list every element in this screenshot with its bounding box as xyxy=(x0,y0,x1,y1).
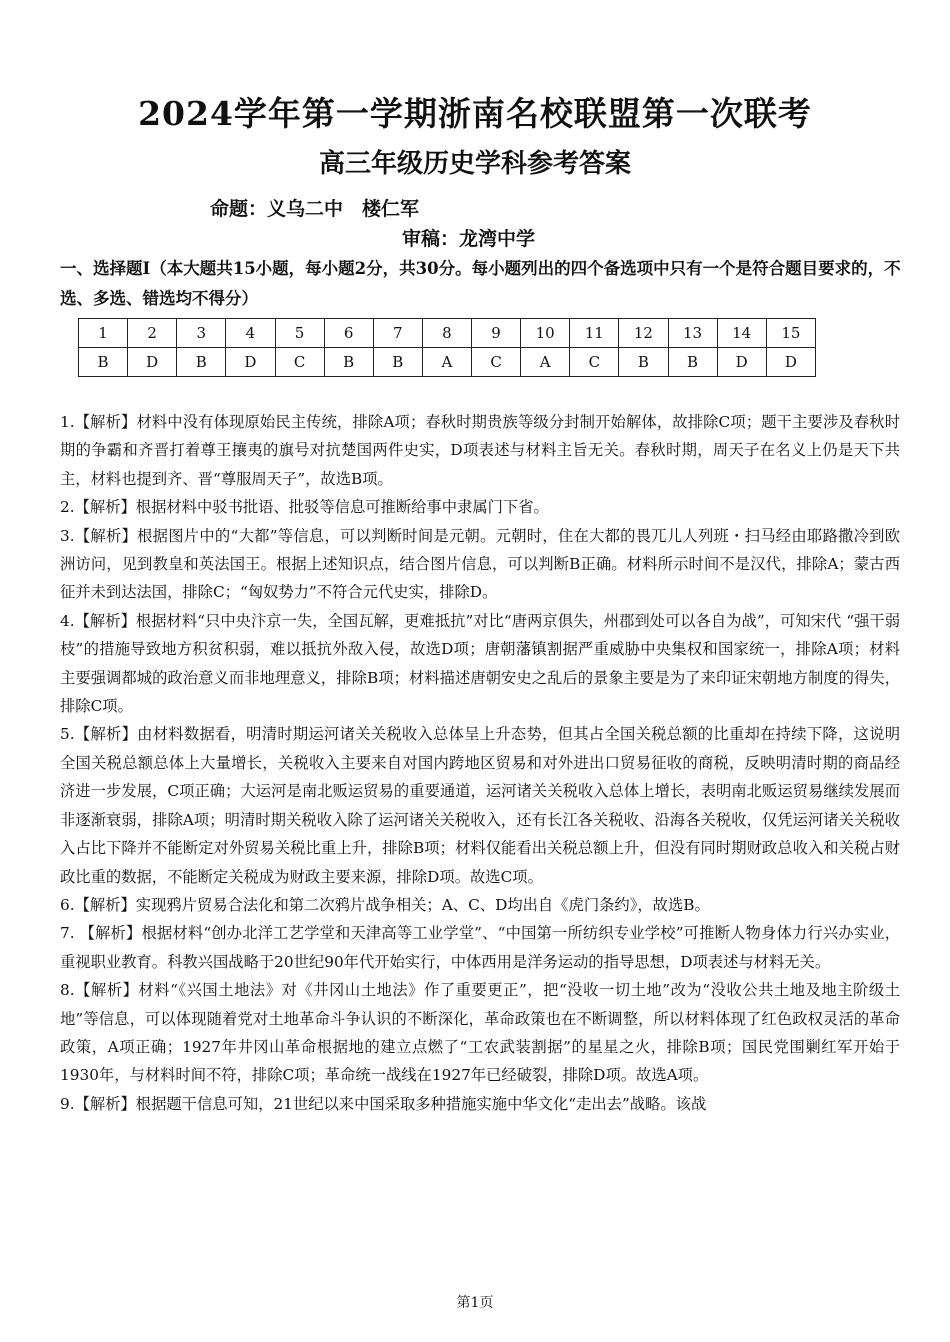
analysis-section xyxy=(60,408,900,1118)
reviewer-line: 审稿：龙湾中学 xyxy=(402,228,536,250)
answer-cell: B xyxy=(668,348,717,377)
analysis-paragraph: 8.【解析】材料“《兴国土地法》对《井冈山土地法》作了重要更正”，把“没收一切土地”改为“没收公共土地及地主阶级土地”等信息，可以体现随着党对土地革命斗争认识的不断深化，革命政策也在不断调整，所以材料体现了红色政权灵活的革命政策，A项正确；1927年井冈山革命根据地的建立点燃了“工农武装割据”的星星之火，排除B项；国民党围剿红军开始于1930年，与材料时间不符，排除C项；革命统一战线在1927年已经破裂，排除D项。故选A项。 xyxy=(60,981,900,1085)
section-heading: 一、选择题Ⅰ（本大题共15小题，每小题2分，共30分。每小题列出的四个备选项中只有一个是符合题目要求的，不选、多选、错选均不得分） xyxy=(60,259,901,308)
question-number: 14 xyxy=(717,319,766,348)
question-number: 8 xyxy=(422,319,471,348)
answer-cell: B xyxy=(177,348,226,377)
question-number: 4 xyxy=(226,319,275,348)
answer-cell: D xyxy=(128,348,177,377)
document-subtitle: 高三年级历史学科参考答案 xyxy=(318,149,631,179)
answer-table-number-row xyxy=(79,319,816,348)
question-number: 3 xyxy=(177,319,226,348)
question-number: 11 xyxy=(570,319,619,348)
question-number: 5 xyxy=(275,319,324,348)
answer-table xyxy=(78,318,816,377)
question-number: 1 xyxy=(79,319,128,348)
analysis-paragraph: 3.【解析】根据图片中的“大都”等信息，可以判断时间是元朝。元朝时，住在大都的畏兀儿人列班・扫马经由耶路撒冷到欧洲访问，见到教皇和英法国王。根据上述知识点，结合图片信息，可以判断B正确。材料所示时间不是汉代，排除A；蒙古西征并未到达法国，排除C；“匈奴势力”不符合元代史实，排除D。 xyxy=(60,526,900,602)
document-title: 2024学年第一学期浙南名校联盟第一次联考 xyxy=(138,94,812,133)
answer-cell: D xyxy=(717,348,766,377)
question-number: 10 xyxy=(521,319,570,348)
author-line: 命题：义乌二中 楼仁军 xyxy=(210,198,420,220)
answer-cell: B xyxy=(79,348,128,377)
answer-cell: C xyxy=(472,348,521,377)
analysis-paragraph: 6.【解析】实现鸦片贸易合法化和第二次鸦片战争相关；A、C、D均出自《虎门条约》，故选B。 xyxy=(60,895,710,914)
analysis-paragraph: 4.【解析】根据材料“只中央汴京一失，全国瓦解，更难抵抗”对比“唐两京俱失，州郡到处可以各自为战”，可知宋代 “强干弱枝”的措施导致地方积贫积弱，难以抵抗外敌入侵，故选D项；唐朝藩镇割据严重威胁中央集权和国家统一，排除A项；材料主要强调都城的政治意义而非地理意义，排除B项；材料描述唐朝安史之乱后的景象主要是为了来印证宋朝地方制度的得失，排除C项。 xyxy=(60,611,900,716)
question-number: 9 xyxy=(472,319,521,348)
question-number: 12 xyxy=(619,319,668,348)
question-number: 13 xyxy=(668,319,717,348)
question-number: 2 xyxy=(128,319,177,348)
question-number: 15 xyxy=(766,319,815,348)
analysis-paragraph: 9.【解析】根据题干信息可知，21世纪以来中国采取多种措施实施中华文化“走出去”战略。该战 xyxy=(60,1094,707,1113)
answer-cell: A xyxy=(521,348,570,377)
analysis-paragraph: 7. 【解析】根据材料“创办北洋工艺学堂和天津高等工业学堂”、“中国第一所纺织专业学校”可推断人物身体力行兴办实业，重视职业教育。科教兴国战略于20世纪90年代开始实行，中体西用是洋务运动的指导思想，D项表述与材料无关。 xyxy=(60,924,900,971)
analysis-paragraph: 5.【解析】由材料数据看，明清时期运河诸关关税收入总体呈上升态势，但其占全国关税总额的比重却在持续下降，这说明全国关税总额总体上大量增长，关税收入主要来自对国内跨地区贸易和对外进出口贸易征收的商税，反映明清时期的商品经济进一步发展，C项正确；大运河是南北贩运贸易的重要通道，运河诸关关税收入总体上增长，表明南北贩运贸易继续发展而非逐渐衰弱，排除A项；明清时期关税收入除了运河诸关关税收入，还有长江各关税收、沿海各关税收，仅凭运河诸关关税收入占比下降并不能断定对外贸易关税比重上升，排除B项；材料仅能看出关税总额上升，但没有同时期财政总收入和关税占财政比重的数据，不能断定关税成为财政主要来源，排除D项。故选C项。 xyxy=(60,725,900,886)
answer-cell: C xyxy=(570,348,619,377)
answer-cell: A xyxy=(422,348,471,377)
question-number: 7 xyxy=(373,319,422,348)
analysis-paragraph: 2.【解析】根据材料中驳书批语、批驳等信息可推断给事中隶属门下省。 xyxy=(60,498,549,517)
answer-cell: C xyxy=(275,348,324,377)
answer-cell: D xyxy=(226,348,275,377)
answer-cell: D xyxy=(766,348,815,377)
answer-table-answer-row xyxy=(79,348,816,377)
analysis-paragraph: 1.【解析】材料中没有体现原始民主传统，排除A项；春秋时期贵族等级分封制开始解体，故排除C项；题干主要涉及春秋时期的争霸和齐晋打着尊王攘夷的旗号对抗楚国两件史实，D项表述与材料主旨无关。春秋时期，周天子在名义上仍是天下共主，材料也提到齐、晋“尊服周天子”，故选B项。 xyxy=(60,413,900,488)
answer-cell: B xyxy=(373,348,422,377)
answer-cell: B xyxy=(324,348,373,377)
answer-cell: B xyxy=(619,348,668,377)
page-number: 第1页 xyxy=(456,1295,494,1311)
question-number: 6 xyxy=(324,319,373,348)
